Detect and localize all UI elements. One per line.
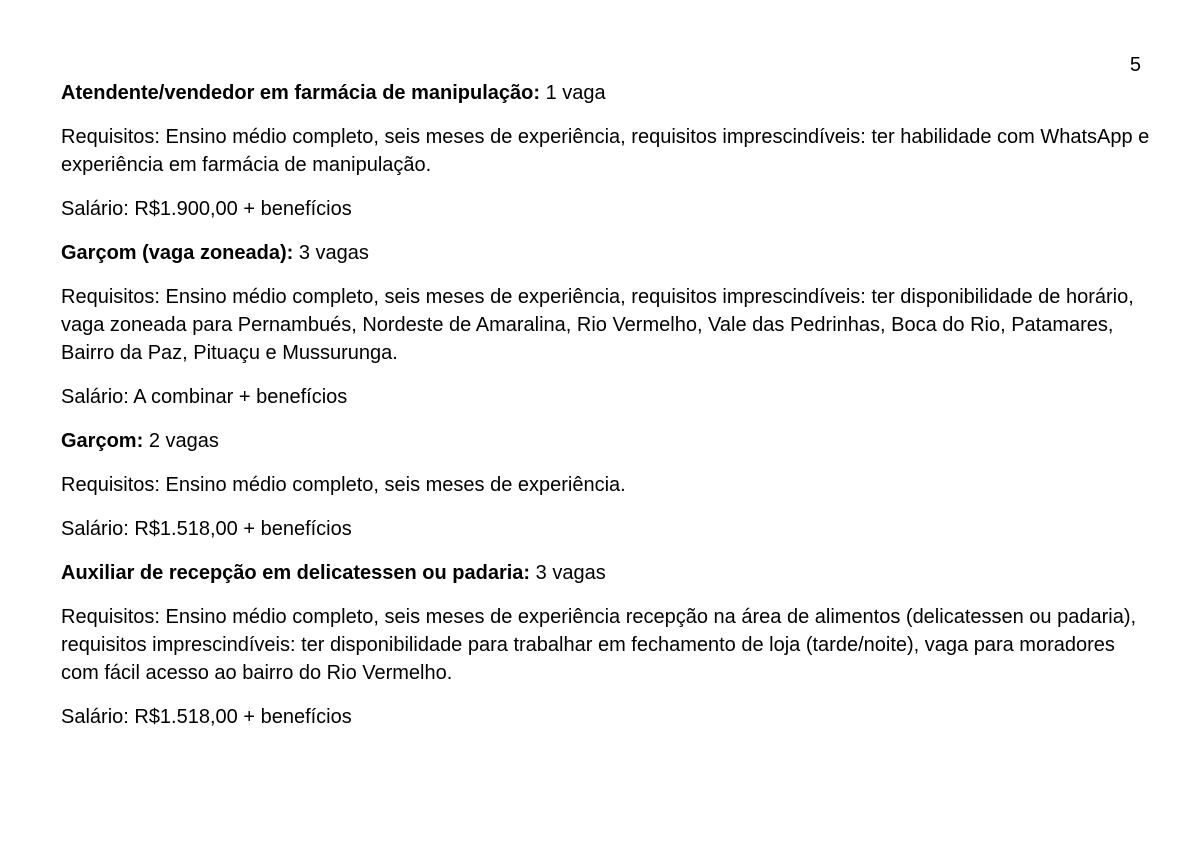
job-requirements: Requisitos: Ensino médio completo, seis meses de experiência, requisitos imprescindíveis: ter disponibilidade de horário, vaga zoneada para Pernambués, Nordeste de Amaralina, Rio Vermelho, Vale das Pedrinhas, Boca do Rio, Patamares, Bairro da Paz, Pituaçu e Mussurunga. (61, 286, 1134, 364)
job-listing (61, 79, 1151, 223)
job-title: Garçom (vaga zoneada): (61, 242, 294, 264)
job-title-line (61, 559, 1151, 587)
job-salary: Salário: R$1.518,00 + benefícios (61, 518, 352, 540)
job-title-line (61, 79, 1151, 107)
job-title: Garçom: (61, 430, 144, 452)
job-requirements: Requisitos: Ensino médio completo, seis meses de experiência, requisitos imprescindíveis: ter habilidade com WhatsApp e experiência em farmácia de manipulação. (61, 126, 1150, 176)
job-vacancies: 1 vaga (545, 82, 606, 104)
job-title: Auxiliar de recepção em delicatessen ou padaria: (61, 562, 531, 584)
job-salary: Salário: R$1.518,00 + benefícios (61, 706, 352, 728)
job-title-line (61, 239, 1151, 267)
job-requirements: Requisitos: Ensino médio completo, seis meses de experiência recepção na área de alimentos (delicatessen ou padaria), requisitos imprescindíveis: ter disponibilidade para trabalhar em fechamento de loja (tarde/noite), vaga para moradores com fácil acesso ao bairro do Rio Vermelho. (61, 606, 1137, 684)
job-title-line (61, 427, 1151, 455)
page-number: 5 (1129, 54, 1141, 76)
job-salary: Salário: A combinar + benefícios (61, 386, 348, 408)
job-listing (61, 239, 1151, 411)
job-vacancies: 2 vagas (148, 430, 219, 452)
job-listings (61, 79, 1151, 747)
job-salary: Salário: R$1.900,00 + benefícios (61, 198, 352, 220)
job-listing (61, 559, 1151, 731)
job-listing (61, 427, 1151, 543)
job-title: Atendente/vendedor em farmácia de manipulação: (61, 82, 541, 104)
job-vacancies: 3 vagas (298, 242, 369, 264)
job-vacancies: 3 vagas (535, 562, 606, 584)
job-requirements: Requisitos: Ensino médio completo, seis meses de experiência. (61, 474, 626, 496)
